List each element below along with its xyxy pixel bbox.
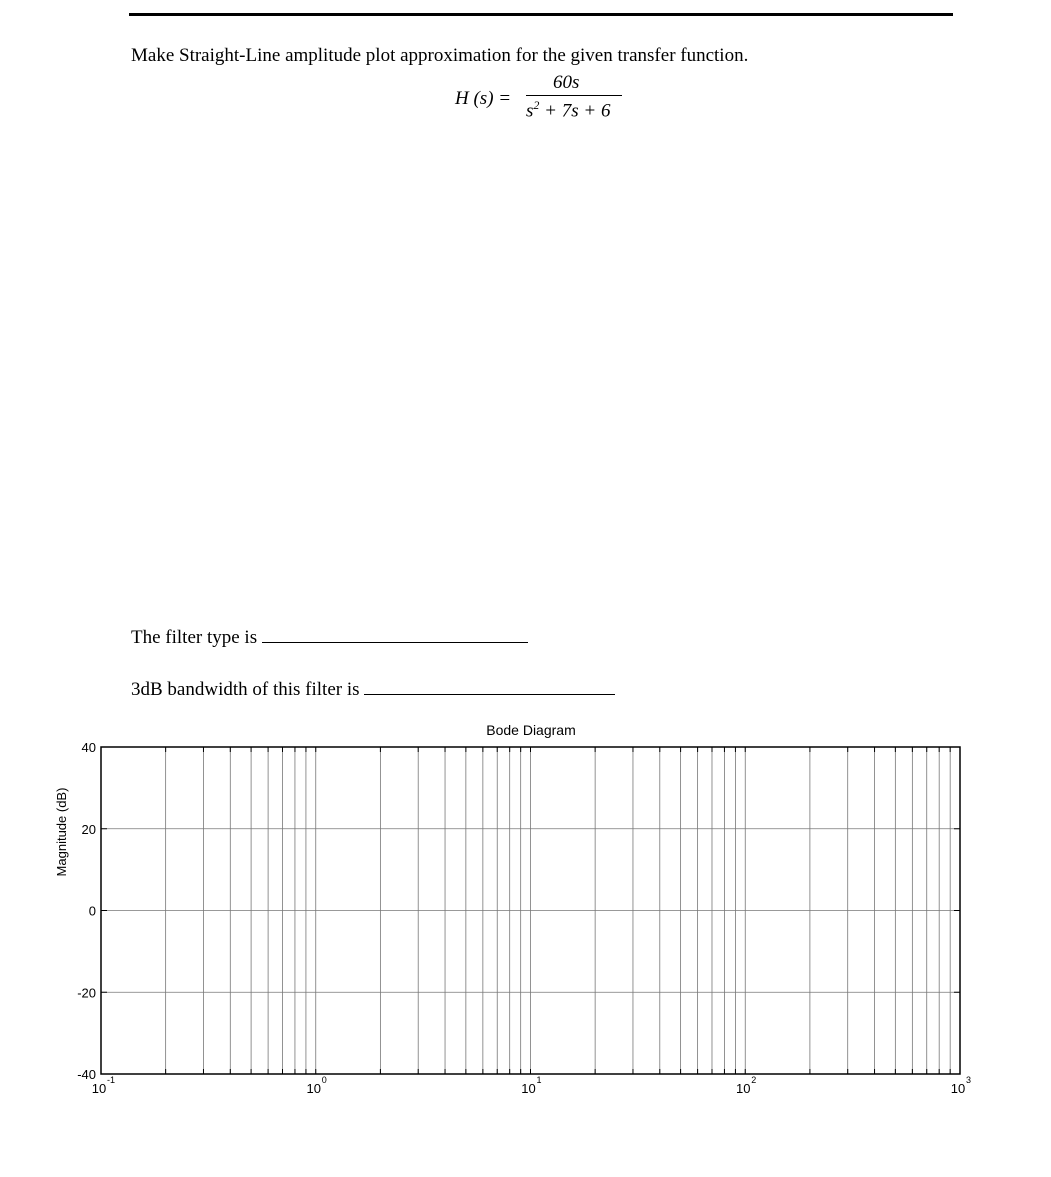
instruction-text: Make Straight-Line amplitude plot approximation for the given transfer function.: [131, 45, 749, 66]
bandwidth-blank[interactable]: [364, 679, 615, 695]
x-tick-base: 10: [736, 1081, 751, 1096]
x-tick-label: [736, 1075, 756, 1096]
filter-type-blank[interactable]: [262, 627, 528, 643]
y-tick-labels: [77, 740, 96, 1082]
y-tick-label: -40: [77, 1067, 96, 1082]
equation-lhs: H (s) =: [455, 88, 512, 109]
x-tick-exponent: 0: [321, 1075, 327, 1085]
y-tick-label: 0: [88, 903, 96, 919]
x-tick-base: 10: [91, 1081, 107, 1096]
x-tick-label: [951, 1075, 971, 1096]
denominator-rest: + 7s + 6: [539, 100, 611, 122]
y-tick-label: -20: [77, 985, 96, 1001]
bandwidth-question: [131, 679, 615, 701]
equation-denominator: [526, 98, 610, 122]
fraction-bar: [526, 95, 622, 96]
x-tick-base: 10: [521, 1081, 536, 1096]
top-rule: [129, 13, 953, 16]
bandwidth-label: 3dB bandwidth of this filter is: [131, 679, 360, 700]
x-tick-exponent: 3: [966, 1075, 972, 1085]
grid-lines: [101, 747, 960, 1074]
x-tick-base: 10: [950, 1081, 966, 1096]
filter-type-label: The filter type is: [131, 627, 258, 648]
denominator-exponent: 2: [533, 98, 540, 112]
y-tick-label: 40: [81, 740, 96, 755]
x-tick-exponent: 1: [536, 1075, 542, 1085]
x-tick-label: [521, 1075, 541, 1096]
x-tick-label: [307, 1075, 327, 1096]
x-tick-labels: [92, 1075, 971, 1096]
y-tick-label: 20: [81, 821, 96, 837]
chart-title: Bode Diagram: [486, 722, 576, 738]
filter-type-question: [131, 627, 528, 649]
equation-numerator: 60s: [553, 72, 580, 93]
x-tick-exponent: -1: [107, 1075, 116, 1085]
denominator-s: s: [526, 100, 534, 122]
x-tick-exponent: 2: [751, 1075, 757, 1085]
y-axis-label: Magnitude (dB): [54, 787, 69, 877]
x-tick-base: 10: [306, 1081, 321, 1096]
bode-diagram: [0, 715, 1051, 1105]
